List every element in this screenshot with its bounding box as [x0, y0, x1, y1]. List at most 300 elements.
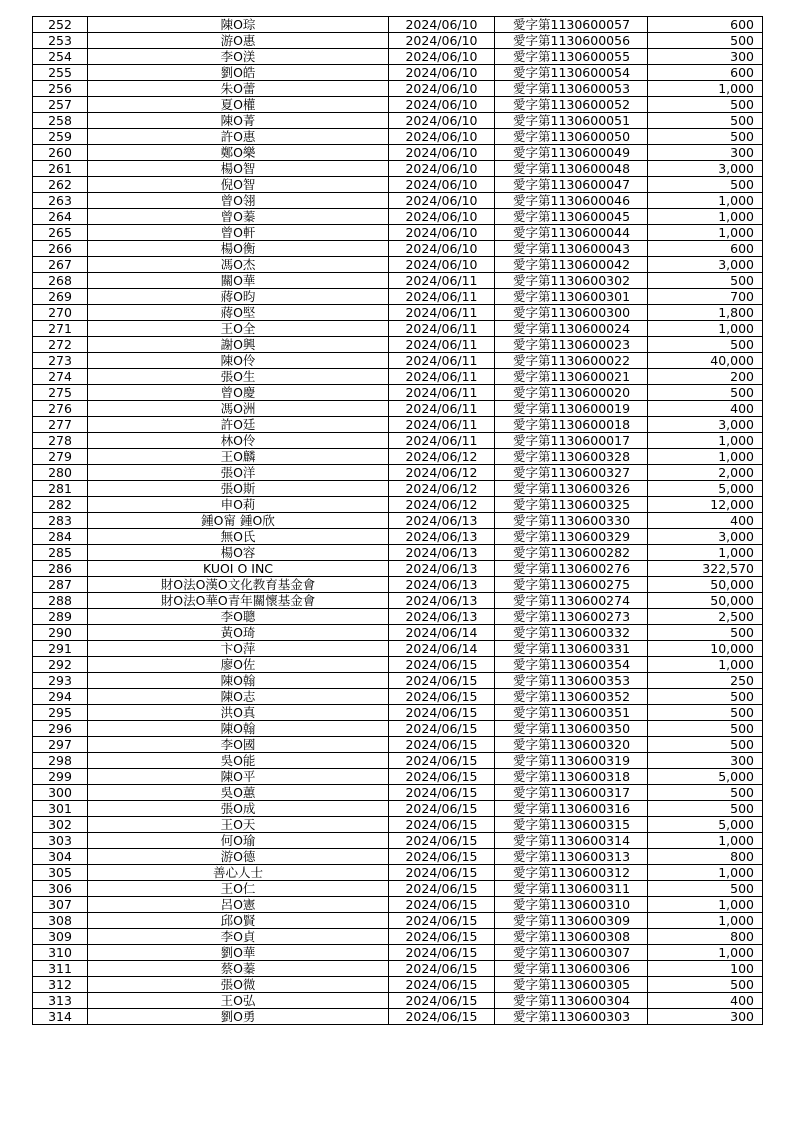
donor-name-cell: 蔣O昀: [88, 289, 389, 305]
receipt-number-cell: 愛字第1130600304: [495, 993, 648, 1009]
receipt-number-cell: 愛字第1130600023: [495, 337, 648, 353]
receipt-number-cell: 愛字第1130600022: [495, 353, 648, 369]
table-row: [33, 241, 763, 257]
row-number-cell: 256: [33, 81, 88, 97]
row-number-cell: 257: [33, 97, 88, 113]
receipt-number-cell: 愛字第1130600309: [495, 913, 648, 929]
table-row: [33, 97, 763, 113]
donor-name-cell: 陳O翰: [88, 721, 389, 737]
amount-cell: 5,000: [648, 481, 763, 497]
row-number-cell: 300: [33, 785, 88, 801]
donor-name-cell: 王O麟: [88, 449, 389, 465]
receipt-number-cell: 愛字第1130600302: [495, 273, 648, 289]
receipt-number-cell: 愛字第1130600353: [495, 673, 648, 689]
row-number-cell: 293: [33, 673, 88, 689]
row-number-cell: 297: [33, 737, 88, 753]
row-number-cell: 255: [33, 65, 88, 81]
receipt-number-cell: 愛字第1130600275: [495, 577, 648, 593]
amount-cell: 500: [648, 881, 763, 897]
amount-cell: 40,000: [648, 353, 763, 369]
donation-date-cell: 2024/06/15: [389, 673, 495, 689]
amount-cell: 50,000: [648, 593, 763, 609]
row-number-cell: 259: [33, 129, 88, 145]
amount-cell: 322,570: [648, 561, 763, 577]
receipt-number-cell: 愛字第1130600050: [495, 129, 648, 145]
donation-date-cell: 2024/06/10: [389, 193, 495, 209]
row-number-cell: 306: [33, 881, 88, 897]
donation-date-cell: 2024/06/15: [389, 721, 495, 737]
row-number-cell: 276: [33, 401, 88, 417]
table-row: [33, 977, 763, 993]
amount-cell: 500: [648, 385, 763, 401]
receipt-number-cell: 愛字第1130600017: [495, 433, 648, 449]
table-row: [33, 33, 763, 49]
row-number-cell: 263: [33, 193, 88, 209]
table-row: [33, 289, 763, 305]
table-row: [33, 465, 763, 481]
table-row: [33, 593, 763, 609]
donor-name-cell: 林O伶: [88, 433, 389, 449]
donation-date-cell: 2024/06/11: [389, 337, 495, 353]
row-number-cell: 289: [33, 609, 88, 625]
donor-name-cell: 王O弘: [88, 993, 389, 1009]
donation-date-cell: 2024/06/11: [389, 273, 495, 289]
table-row: [33, 929, 763, 945]
donor-name-cell: 馮O洲: [88, 401, 389, 417]
row-number-cell: 308: [33, 913, 88, 929]
table-row: [33, 481, 763, 497]
row-number-cell: 284: [33, 529, 88, 545]
donor-name-cell: 馮O杰: [88, 257, 389, 273]
donation-date-cell: 2024/06/14: [389, 641, 495, 657]
receipt-number-cell: 愛字第1130600308: [495, 929, 648, 945]
donation-date-cell: 2024/06/15: [389, 897, 495, 913]
donation-date-cell: 2024/06/10: [389, 33, 495, 49]
table-row: [33, 993, 763, 1009]
amount-cell: 500: [648, 689, 763, 705]
row-number-cell: 266: [33, 241, 88, 257]
donor-name-cell: 曾O蓁: [88, 209, 389, 225]
donation-date-cell: 2024/06/15: [389, 961, 495, 977]
amount-cell: 600: [648, 65, 763, 81]
table-row: [33, 369, 763, 385]
row-number-cell: 275: [33, 385, 88, 401]
donor-name-cell: 倪O智: [88, 177, 389, 193]
table-row: [33, 561, 763, 577]
amount-cell: 1,000: [648, 321, 763, 337]
receipt-number-cell: 愛字第1130600056: [495, 33, 648, 49]
row-number-cell: 281: [33, 481, 88, 497]
donation-date-cell: 2024/06/10: [389, 81, 495, 97]
donation-table-body: [33, 17, 763, 1025]
donor-name-cell: 卞O萍: [88, 641, 389, 657]
row-number-cell: 305: [33, 865, 88, 881]
amount-cell: 1,000: [648, 433, 763, 449]
row-number-cell: 288: [33, 593, 88, 609]
receipt-number-cell: 愛字第1130600024: [495, 321, 648, 337]
row-number-cell: 303: [33, 833, 88, 849]
amount-cell: 500: [648, 273, 763, 289]
donor-name-cell: 關O華: [88, 273, 389, 289]
donation-table: [32, 16, 763, 1025]
amount-cell: 600: [648, 241, 763, 257]
amount-cell: 250: [648, 673, 763, 689]
donation-date-cell: 2024/06/10: [389, 241, 495, 257]
receipt-number-cell: 愛字第1130600316: [495, 801, 648, 817]
amount-cell: 700: [648, 289, 763, 305]
donor-name-cell: 蔣O堅: [88, 305, 389, 321]
donor-name-cell: 吳O蕙: [88, 785, 389, 801]
receipt-number-cell: 愛字第1130600307: [495, 945, 648, 961]
receipt-number-cell: 愛字第1130600329: [495, 529, 648, 545]
table-row: [33, 113, 763, 129]
table-row: [33, 721, 763, 737]
table-row: [33, 961, 763, 977]
row-number-cell: 258: [33, 113, 88, 129]
row-number-cell: 291: [33, 641, 88, 657]
amount-cell: 1,000: [648, 833, 763, 849]
receipt-number-cell: 愛字第1130600310: [495, 897, 648, 913]
donor-name-cell: 張O生: [88, 369, 389, 385]
table-row: [33, 545, 763, 561]
table-row: [33, 689, 763, 705]
donation-date-cell: 2024/06/15: [389, 737, 495, 753]
donation-date-cell: 2024/06/11: [389, 353, 495, 369]
amount-cell: 400: [648, 401, 763, 417]
donation-date-cell: 2024/06/11: [389, 369, 495, 385]
donation-date-cell: 2024/06/10: [389, 225, 495, 241]
donor-name-cell: 楊O衡: [88, 241, 389, 257]
table-row: [33, 513, 763, 529]
donation-date-cell: 2024/06/15: [389, 881, 495, 897]
receipt-number-cell: 愛字第1130600311: [495, 881, 648, 897]
donation-date-cell: 2024/06/10: [389, 65, 495, 81]
row-number-cell: 285: [33, 545, 88, 561]
row-number-cell: 311: [33, 961, 88, 977]
row-number-cell: 290: [33, 625, 88, 641]
donation-date-cell: 2024/06/10: [389, 113, 495, 129]
row-number-cell: 283: [33, 513, 88, 529]
receipt-number-cell: 愛字第1130600053: [495, 81, 648, 97]
receipt-number-cell: 愛字第1130600330: [495, 513, 648, 529]
donor-name-cell: 呂O憲: [88, 897, 389, 913]
amount-cell: 500: [648, 801, 763, 817]
table-row: [33, 769, 763, 785]
receipt-number-cell: 愛字第1130600303: [495, 1009, 648, 1025]
table-row: [33, 321, 763, 337]
donor-name-cell: 李O貞: [88, 929, 389, 945]
receipt-number-cell: 愛字第1130600328: [495, 449, 648, 465]
amount-cell: 10,000: [648, 641, 763, 657]
donor-name-cell: 廖O佐: [88, 657, 389, 673]
donation-date-cell: 2024/06/10: [389, 49, 495, 65]
amount-cell: 50,000: [648, 577, 763, 593]
receipt-number-cell: 愛字第1130600320: [495, 737, 648, 753]
table-row: [33, 17, 763, 33]
donation-date-cell: 2024/06/10: [389, 161, 495, 177]
donor-name-cell: 夏O權: [88, 97, 389, 113]
row-number-cell: 299: [33, 769, 88, 785]
amount-cell: 300: [648, 49, 763, 65]
receipt-number-cell: 愛字第1130600354: [495, 657, 648, 673]
donor-name-cell: 劉O勇: [88, 1009, 389, 1025]
table-row: [33, 737, 763, 753]
row-number-cell: 254: [33, 49, 88, 65]
table-row: [33, 817, 763, 833]
row-number-cell: 298: [33, 753, 88, 769]
donor-name-cell: 無O氏: [88, 529, 389, 545]
donor-name-cell: 李O渼: [88, 49, 389, 65]
donation-date-cell: 2024/06/10: [389, 177, 495, 193]
amount-cell: 1,000: [648, 945, 763, 961]
row-number-cell: 279: [33, 449, 88, 465]
donation-date-cell: 2024/06/12: [389, 449, 495, 465]
donor-name-cell: 許O惠: [88, 129, 389, 145]
row-number-cell: 269: [33, 289, 88, 305]
amount-cell: 300: [648, 1009, 763, 1025]
receipt-number-cell: 愛字第1130600020: [495, 385, 648, 401]
receipt-number-cell: 愛字第1130600331: [495, 641, 648, 657]
receipt-number-cell: 愛字第1130600045: [495, 209, 648, 225]
donor-name-cell: 鄭O樂: [88, 145, 389, 161]
donation-date-cell: 2024/06/12: [389, 497, 495, 513]
receipt-number-cell: 愛字第1130600317: [495, 785, 648, 801]
receipt-number-cell: 愛字第1130600319: [495, 753, 648, 769]
amount-cell: 300: [648, 753, 763, 769]
donation-date-cell: 2024/06/15: [389, 849, 495, 865]
donor-name-cell: 蔡O蓁: [88, 961, 389, 977]
row-number-cell: 287: [33, 577, 88, 593]
donation-date-cell: 2024/06/13: [389, 529, 495, 545]
donation-date-cell: 2024/06/13: [389, 577, 495, 593]
row-number-cell: 265: [33, 225, 88, 241]
donor-name-cell: 李O聰: [88, 609, 389, 625]
row-number-cell: 264: [33, 209, 88, 225]
row-number-cell: 272: [33, 337, 88, 353]
donation-date-cell: 2024/06/11: [389, 401, 495, 417]
donor-name-cell: 善心人士: [88, 865, 389, 881]
table-row: [33, 209, 763, 225]
row-number-cell: 260: [33, 145, 88, 161]
donor-name-cell: 財O法O漢O文化教育基金會: [88, 577, 389, 593]
table-row: [33, 657, 763, 673]
donation-date-cell: 2024/06/11: [389, 385, 495, 401]
row-number-cell: 262: [33, 177, 88, 193]
receipt-number-cell: 愛字第1130600318: [495, 769, 648, 785]
table-row: [33, 881, 763, 897]
amount-cell: 500: [648, 977, 763, 993]
amount-cell: 500: [648, 129, 763, 145]
donation-date-cell: 2024/06/15: [389, 657, 495, 673]
donation-date-cell: 2024/06/13: [389, 545, 495, 561]
donation-date-cell: 2024/06/10: [389, 129, 495, 145]
donation-date-cell: 2024/06/11: [389, 417, 495, 433]
amount-cell: 500: [648, 705, 763, 721]
donor-name-cell: 邱O賢: [88, 913, 389, 929]
donation-date-cell: 2024/06/15: [389, 977, 495, 993]
receipt-number-cell: 愛字第1130600352: [495, 689, 648, 705]
donation-date-cell: 2024/06/10: [389, 97, 495, 113]
donor-name-cell: 王O天: [88, 817, 389, 833]
amount-cell: 3,000: [648, 257, 763, 273]
amount-cell: 5,000: [648, 769, 763, 785]
donation-date-cell: 2024/06/13: [389, 513, 495, 529]
row-number-cell: 313: [33, 993, 88, 1009]
donor-name-cell: 陳O菁: [88, 113, 389, 129]
donation-date-cell: 2024/06/10: [389, 209, 495, 225]
donation-date-cell: 2024/06/12: [389, 481, 495, 497]
amount-cell: 400: [648, 513, 763, 529]
donor-name-cell: 張O斯: [88, 481, 389, 497]
donor-name-cell: 財O法O華O青年關懷基金會: [88, 593, 389, 609]
row-number-cell: 280: [33, 465, 88, 481]
row-number-cell: 253: [33, 33, 88, 49]
table-row: [33, 225, 763, 241]
amount-cell: 800: [648, 849, 763, 865]
donor-name-cell: 張O微: [88, 977, 389, 993]
table-row: [33, 1009, 763, 1025]
donation-date-cell: 2024/06/15: [389, 785, 495, 801]
row-number-cell: 282: [33, 497, 88, 513]
donation-date-cell: 2024/06/15: [389, 993, 495, 1009]
row-number-cell: 312: [33, 977, 88, 993]
row-number-cell: 270: [33, 305, 88, 321]
amount-cell: 12,000: [648, 497, 763, 513]
table-row: [33, 833, 763, 849]
donation-date-cell: 2024/06/11: [389, 289, 495, 305]
amount-cell: 500: [648, 785, 763, 801]
donor-name-cell: 陳O志: [88, 689, 389, 705]
donor-name-cell: 陳O平: [88, 769, 389, 785]
amount-cell: 1,000: [648, 225, 763, 241]
amount-cell: 1,000: [648, 81, 763, 97]
table-row: [33, 801, 763, 817]
receipt-number-cell: 愛字第1130600051: [495, 113, 648, 129]
donation-date-cell: 2024/06/10: [389, 257, 495, 273]
donation-date-cell: 2024/06/10: [389, 17, 495, 33]
donor-name-cell: KUOI O INC: [88, 561, 389, 577]
donor-name-cell: 李O國: [88, 737, 389, 753]
amount-cell: 600: [648, 17, 763, 33]
amount-cell: 2,000: [648, 465, 763, 481]
table-row: [33, 577, 763, 593]
receipt-number-cell: 愛字第1130600276: [495, 561, 648, 577]
row-number-cell: 314: [33, 1009, 88, 1025]
row-number-cell: 301: [33, 801, 88, 817]
table-row: [33, 705, 763, 721]
table-row: [33, 753, 763, 769]
receipt-number-cell: 愛字第1130600351: [495, 705, 648, 721]
donation-date-cell: 2024/06/15: [389, 945, 495, 961]
receipt-number-cell: 愛字第1130600273: [495, 609, 648, 625]
donor-name-cell: 黃O琦: [88, 625, 389, 641]
donor-name-cell: 曾O慶: [88, 385, 389, 401]
receipt-number-cell: 愛字第1130600274: [495, 593, 648, 609]
donation-date-cell: 2024/06/10: [389, 145, 495, 161]
table-row: [33, 497, 763, 513]
donor-name-cell: 陳O伶: [88, 353, 389, 369]
row-number-cell: 271: [33, 321, 88, 337]
donation-date-cell: 2024/06/15: [389, 913, 495, 929]
amount-cell: 300: [648, 145, 763, 161]
receipt-number-cell: 愛字第1130600054: [495, 65, 648, 81]
amount-cell: 500: [648, 177, 763, 193]
amount-cell: 1,000: [648, 657, 763, 673]
row-number-cell: 252: [33, 17, 88, 33]
table-row: [33, 257, 763, 273]
table-row: [33, 161, 763, 177]
row-number-cell: 273: [33, 353, 88, 369]
row-number-cell: 286: [33, 561, 88, 577]
receipt-number-cell: 愛字第1130600018: [495, 417, 648, 433]
row-number-cell: 304: [33, 849, 88, 865]
receipt-number-cell: 愛字第1130600021: [495, 369, 648, 385]
donor-name-cell: 洪O真: [88, 705, 389, 721]
receipt-number-cell: 愛字第1130600332: [495, 625, 648, 641]
donor-name-cell: 楊O容: [88, 545, 389, 561]
donor-name-cell: 何O瑜: [88, 833, 389, 849]
receipt-number-cell: 愛字第1130600314: [495, 833, 648, 849]
amount-cell: 1,000: [648, 913, 763, 929]
receipt-number-cell: 愛字第1130600019: [495, 401, 648, 417]
receipt-number-cell: 愛字第1130600048: [495, 161, 648, 177]
donor-name-cell: 許O廷: [88, 417, 389, 433]
table-row: [33, 673, 763, 689]
row-number-cell: 294: [33, 689, 88, 705]
row-number-cell: 267: [33, 257, 88, 273]
donation-date-cell: 2024/06/15: [389, 753, 495, 769]
receipt-number-cell: 愛字第1130600313: [495, 849, 648, 865]
donor-name-cell: 王O全: [88, 321, 389, 337]
donation-date-cell: 2024/06/15: [389, 929, 495, 945]
donation-date-cell: 2024/06/13: [389, 593, 495, 609]
receipt-number-cell: 愛字第1130600282: [495, 545, 648, 561]
receipt-number-cell: 愛字第1130600044: [495, 225, 648, 241]
table-row: [33, 625, 763, 641]
amount-cell: 100: [648, 961, 763, 977]
amount-cell: 500: [648, 97, 763, 113]
donor-name-cell: 曾O軒: [88, 225, 389, 241]
receipt-number-cell: 愛字第1130600057: [495, 17, 648, 33]
donor-name-cell: 劉O華: [88, 945, 389, 961]
donor-name-cell: 鍾O甯 鍾O欣: [88, 513, 389, 529]
table-row: [33, 353, 763, 369]
table-row: [33, 849, 763, 865]
row-number-cell: 310: [33, 945, 88, 961]
table-row: [33, 305, 763, 321]
table-row: [33, 385, 763, 401]
row-number-cell: 309: [33, 929, 88, 945]
row-number-cell: 278: [33, 433, 88, 449]
table-row: [33, 641, 763, 657]
receipt-number-cell: 愛字第1130600306: [495, 961, 648, 977]
donation-date-cell: 2024/06/15: [389, 865, 495, 881]
row-number-cell: 268: [33, 273, 88, 289]
amount-cell: 200: [648, 369, 763, 385]
donor-name-cell: 陳O翰: [88, 673, 389, 689]
row-number-cell: 296: [33, 721, 88, 737]
receipt-number-cell: 愛字第1130600327: [495, 465, 648, 481]
row-number-cell: 274: [33, 369, 88, 385]
amount-cell: 1,000: [648, 545, 763, 561]
amount-cell: 500: [648, 737, 763, 753]
receipt-number-cell: 愛字第1130600326: [495, 481, 648, 497]
donor-name-cell: 曾O翎: [88, 193, 389, 209]
table-row: [33, 49, 763, 65]
receipt-number-cell: 愛字第1130600055: [495, 49, 648, 65]
donation-date-cell: 2024/06/15: [389, 801, 495, 817]
amount-cell: 3,000: [648, 417, 763, 433]
